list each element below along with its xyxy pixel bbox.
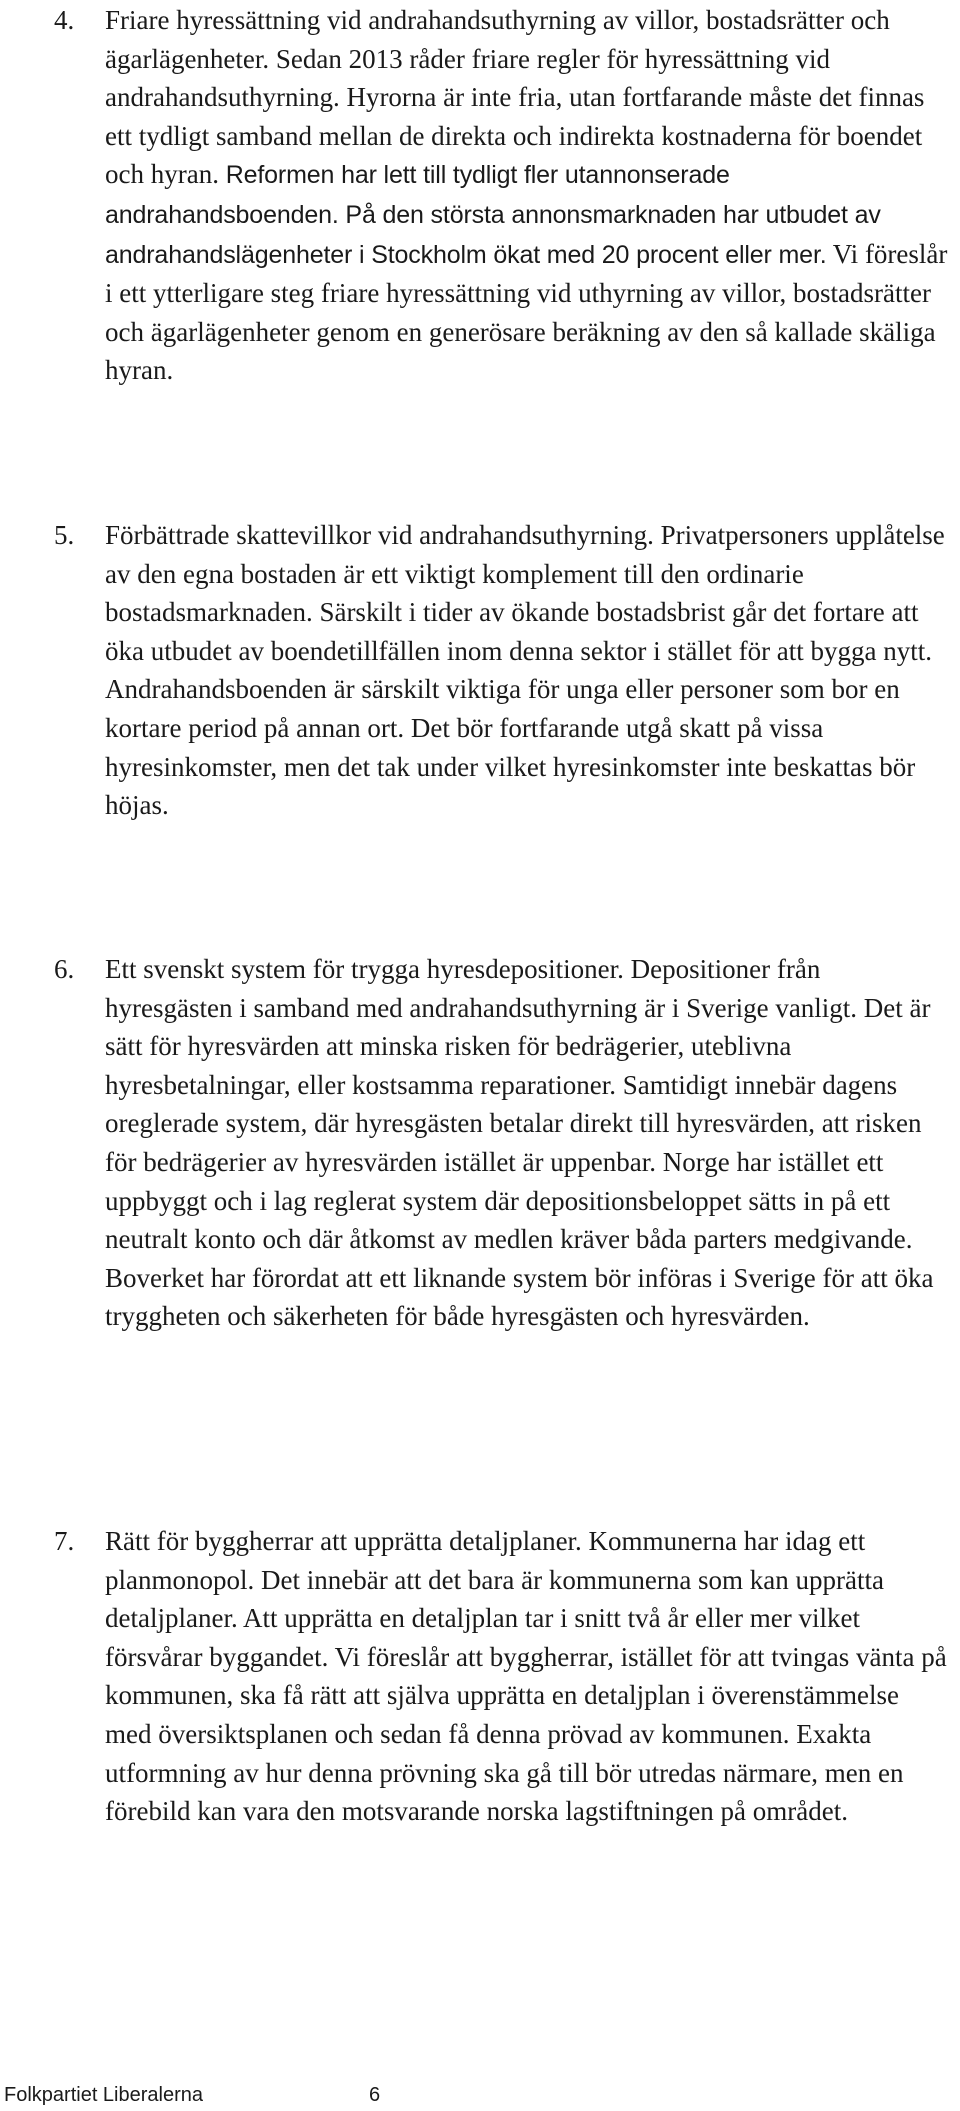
item-text-segment: Vi föreslår i ett ytterligare steg friare hyressättning vid uthyrning av villor, bostadsrätter och ägarlägenheter genom en generösare beräkning av den så kallade skäliga hyran. — [105, 238, 948, 386]
list-item-6 — [54, 950, 949, 1336]
item-text — [105, 516, 949, 825]
item-text — [105, 1, 949, 390]
list-item-5 — [54, 516, 949, 825]
list-item-4 — [54, 1, 949, 390]
item-text — [105, 950, 949, 1336]
item-text-segment: Friare hyressättning vid andrahandsuthyrning av villor, bostadsrätter och ägarlägenheter. Sedan 2013 råder friare regler för hyressättning vid andrahandsuthyrning. Hyrorna är inte fria, utan fortfarande måste det finnas ett tydligt samband mellan de direkta och indirekta kostnaderna för boendet och hyran. — [105, 5, 925, 190]
item-text — [105, 1522, 949, 1831]
item-text-segment: Förbättrade skattevillkor vid andrahandsuthyrning. Privatpersoners upplåtelse av den egna bostaden är ett viktigt komplement till den ordinarie bostadsmarknaden. Särskilt i tider av ökande bostadsbrist går det fortare att öka utbudet av boendetillfällen inom denna sektor i stället för att bygga nytt. Andrahandsboenden är särskilt viktiga för unga eller personer som bor en kortare period på annan ort. Det bör fortfarande utgå skatt på vissa hyresinkomster, men det tak under vilket hyresinkomster inte beskattas bör höjas. — [105, 520, 945, 821]
item-number: 4. — [54, 5, 75, 35]
item-number: 6. — [54, 954, 75, 984]
item-text-segment: Rätt för byggherrar att upprätta detaljplaner. Kommunerna har idag ett planmonopol. Det innebär att det bara är kommunerna som kan upprätta detaljplaner. Att upprätta en detaljplan tar i snitt två år eller mer vilket försvårar byggandet. Vi föreslår att byggherrar, istället för att tvingas vänta på kommunen, ska få rätt att själva upprätta en detaljplan i överenstämmelse med översiktsplanen och sedan få denna prövad av kommunen. Exakta utformning av hur denna prövning ska gå till bör utredas närmare, men en förebild kan vara den motsvarande norska lagstiftningen på området. — [105, 1526, 947, 1827]
item-text-segment: Ett svenskt system för trygga hyresdepositioner. Depositioner från hyresgästen i samband med andrahandsuthyrning är i Sverige vanligt. Det är sätt för hyresvärden att minska risken för bedrägerier, uteblivna hyresbetalningar, eller kostsamma reparationer. Samtidigt innebär dagens oreglerade system, där hyresgästen betalar direkt till hyresvärden, att risken för bedrägerier av hyresvärden istället är uppenbar. Norge har istället ett uppbyggt och i lag reglerat system där depositionsbeloppet sätts in på ett neutralt konto och där åtkomst av medlen kräver båda parters medgivande. Boverket har förordat att ett liknande system bör införas i Sverige för att öka tryggheten och säkerheten för både hyresgästen och hyresvärden. — [105, 954, 934, 1332]
page-footer — [4, 2083, 380, 2107]
footer-page-number: 6 — [369, 2084, 381, 2106]
footer-organization: Folkpartiet Liberalerna — [4, 2084, 203, 2106]
item-number: 7. — [54, 1526, 75, 1556]
item-number: 5. — [54, 520, 75, 550]
item-text-segment: Reformen har lett till tydligt fler utannonserade andrahandsboenden. På den största annonsmarknaden har utbudet av andrahandslägenheter i Stockholm ökat med 20 procent eller mer. — [105, 161, 881, 269]
list-item-7 — [54, 1522, 949, 1831]
